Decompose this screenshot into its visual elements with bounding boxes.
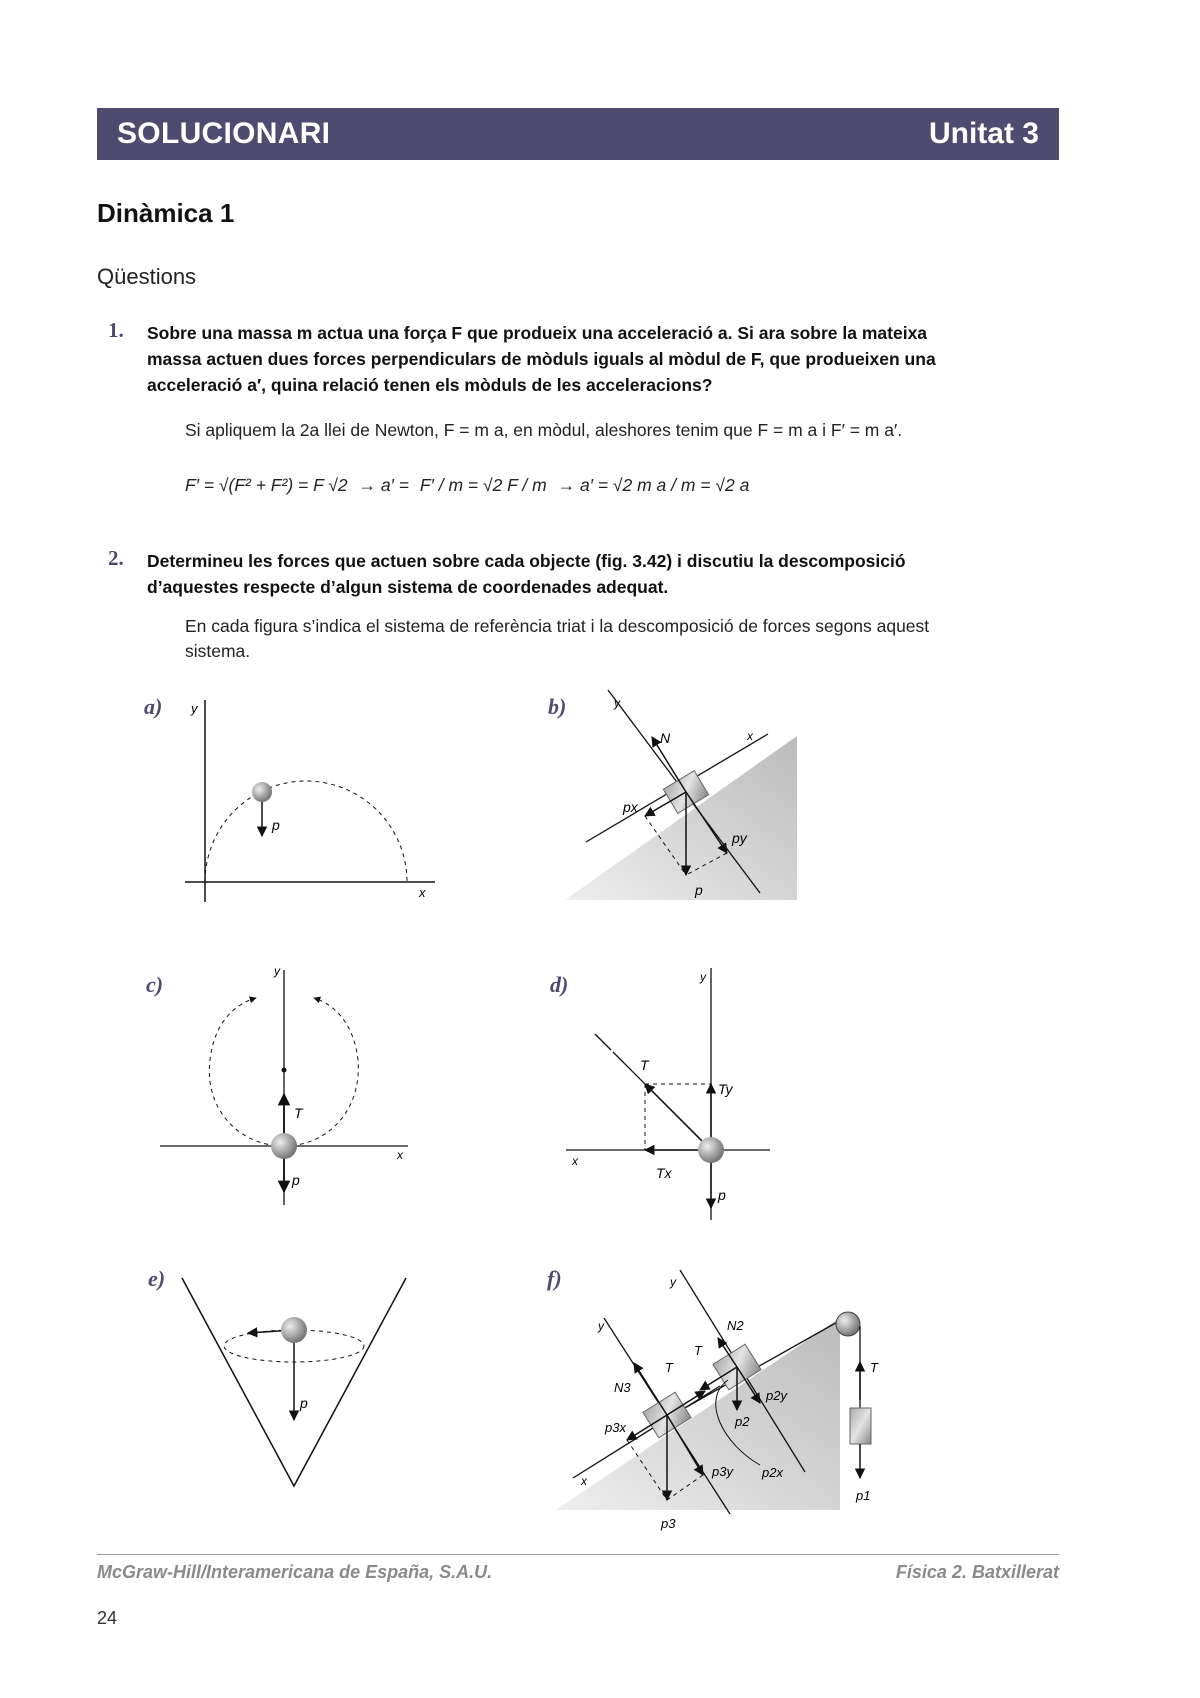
question-1-line-2: massa actuen dues forces perpendiculars de mòduls iguals al mòdul de F, que produeixen una xyxy=(147,349,936,369)
figure-c xyxy=(160,964,408,1205)
figure-a xyxy=(185,700,435,902)
figure-c-T-label: T xyxy=(294,1105,303,1121)
figure-f xyxy=(556,1270,879,1531)
figure-c-y-label: y xyxy=(274,964,280,978)
figure-b-y-label: y xyxy=(614,696,620,710)
figure-a-y-label: y xyxy=(191,701,198,716)
question-2-number: 2. xyxy=(108,546,124,570)
footer-book-title: Física 2. Batxillerat xyxy=(895,1562,1059,1582)
figure-f-pulley xyxy=(836,1312,860,1336)
figure-d-x-label: x xyxy=(572,1154,578,1168)
figure-f-block-1 xyxy=(850,1408,871,1444)
figure-f-p2-label: p2 xyxy=(735,1414,750,1429)
footer-rule xyxy=(97,1554,1059,1555)
figure-d-y-label: y xyxy=(700,970,706,984)
figure-a-trajectory xyxy=(205,781,407,882)
figure-f-y1-label: y xyxy=(598,1319,604,1333)
figure-d xyxy=(566,968,770,1220)
figure-d-p-label: p xyxy=(718,1187,726,1203)
figure-d-Tx-label: Tx xyxy=(656,1165,672,1181)
header-unit: Unitat 3 xyxy=(928,117,1039,150)
figure-f-T2-label: T xyxy=(694,1343,702,1358)
figure-c-label: c) xyxy=(146,972,164,997)
section-title: Qüestions xyxy=(97,264,197,289)
equation-part-3: F′ / m = √2 F / m xyxy=(419,475,547,495)
figure-b-label: b) xyxy=(548,694,567,719)
figure-e-p-label: p xyxy=(300,1395,308,1411)
figure-f-T3-label: T xyxy=(665,1360,673,1375)
figure-b xyxy=(565,690,797,900)
figure-c-x-label: x xyxy=(397,1148,403,1162)
equation-part-4: → a′ = √2 m a / m = √2 a xyxy=(557,475,750,495)
question-2-answer-line-2: sistema. xyxy=(185,641,251,661)
figure-f-T1-label: T xyxy=(870,1360,878,1375)
page-title: Dinàmica 1 xyxy=(97,198,235,228)
figure-d-Ty-label: Ty xyxy=(718,1081,733,1097)
figure-d-T-label: T xyxy=(640,1057,649,1073)
figure-d-string-ext xyxy=(595,1034,611,1050)
figure-f-p3-label: p3 xyxy=(661,1516,676,1531)
figure-f-p3x-label: p3x xyxy=(605,1420,626,1435)
figure-a-x-label: x xyxy=(419,885,426,900)
figure-d-label: d) xyxy=(550,972,569,997)
equation-part-1: F′ = √(F² + F²) = F √2 xyxy=(185,475,348,495)
figure-b-p-label: p xyxy=(695,882,703,898)
figure-f-p3y-label: p3y xyxy=(712,1464,733,1479)
figure-b-py-label: py xyxy=(732,830,747,846)
figure-a-p-label: p xyxy=(272,817,280,833)
figure-d-tension-arrow xyxy=(645,1084,711,1150)
equation-part-2: → a′ = xyxy=(358,475,410,495)
figure-f-N2-label: N2 xyxy=(727,1318,744,1333)
figure-c-center-dot xyxy=(282,1068,287,1073)
question-2-line-2: d’aquestes respecte d’algun sistema de coordenades adequat. xyxy=(147,577,669,597)
figure-f-x-label: x xyxy=(581,1474,587,1488)
figure-f-p1-label: p1 xyxy=(856,1488,871,1503)
figure-f-p2y-label: p2y xyxy=(766,1388,787,1403)
figure-b-x-label: x xyxy=(747,729,753,743)
figure-b-N-label: N xyxy=(660,730,671,746)
figure-c-path-left xyxy=(209,998,284,1146)
figure-a-ball xyxy=(252,782,272,802)
question-2-answer-line-1: En cada figura s’indica el sistema de referència triat i la descomposició de forces segons aquest xyxy=(185,616,930,636)
question-1-line-3: acceleració a′, quina relació tenen els mòduls de les acceleracions? xyxy=(147,375,713,395)
figure-c-path-right xyxy=(284,998,358,1146)
question-1-answer: Si apliquem la 2a llei de Newton, F = m a, en mòdul, aleshores tenim que F = m a i F′ = m a′. xyxy=(185,420,903,440)
figure-c-ball xyxy=(271,1133,297,1159)
figure-e-label: e) xyxy=(148,1266,166,1291)
figure-f-N3-label: N3 xyxy=(614,1380,631,1395)
figure-f-y2-label: y xyxy=(670,1275,676,1289)
header-solucionari: SOLUCIONARI xyxy=(117,117,331,150)
figure-a-label: a) xyxy=(144,694,163,719)
figure-b-px-label: px xyxy=(623,799,638,815)
figure-e xyxy=(182,1278,406,1486)
figure-e-ball xyxy=(281,1317,307,1343)
figure-d-ball xyxy=(698,1137,724,1163)
footer-publisher: McGraw-Hill/Interamericana de España, S.A.U. xyxy=(97,1562,493,1582)
figure-f-p2x-label: p2x xyxy=(762,1465,783,1480)
question-1-number: 1. xyxy=(108,318,124,342)
figure-c-p-label: p xyxy=(292,1172,300,1188)
figure-f-label: f) xyxy=(547,1266,562,1291)
figure-b-ramp xyxy=(565,736,797,900)
question-2-line-1: Determineu les forces que actuen sobre cada objecte (fig. 3.42) i discutiu la descomposició xyxy=(147,551,906,571)
question-1-line-1: Sobre una massa m actua una força F que produeix una acceleració a. Si ara sobre la mateixa xyxy=(147,323,928,343)
page-number: 24 xyxy=(97,1608,118,1628)
